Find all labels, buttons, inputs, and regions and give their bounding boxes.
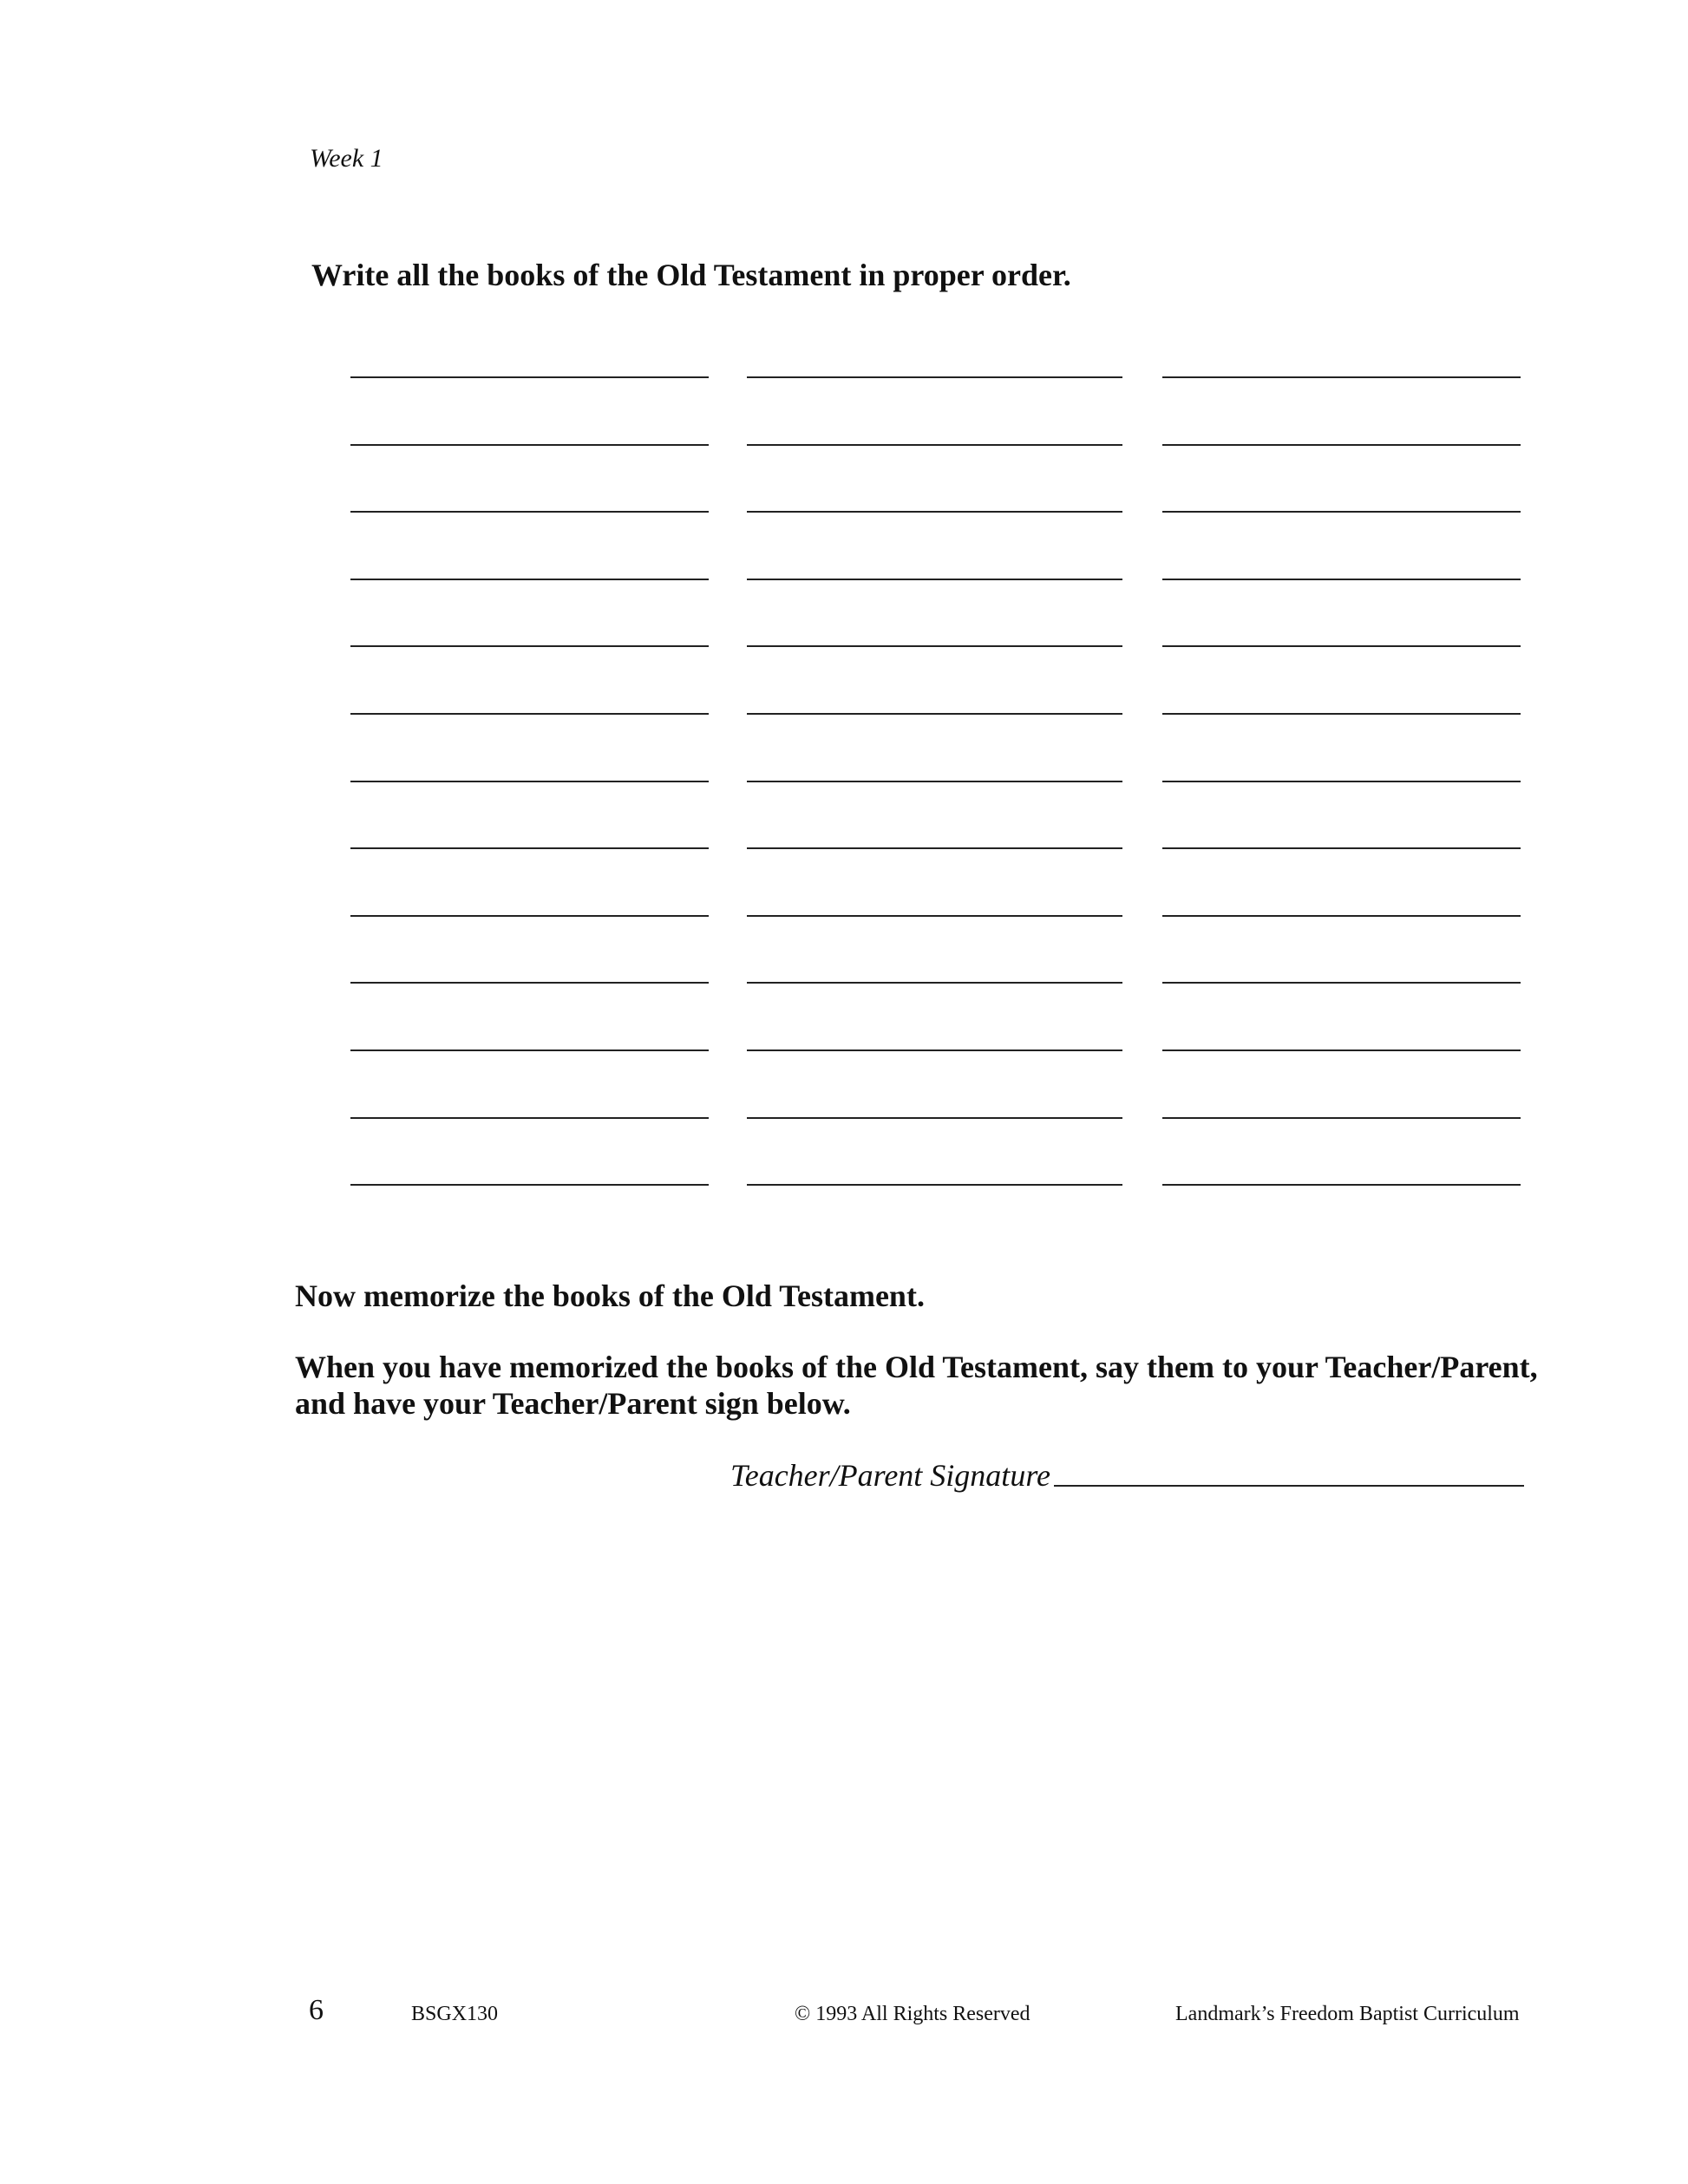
answer-blank-line[interactable]	[747, 1117, 1122, 1119]
answer-blank-line[interactable]	[350, 847, 709, 849]
answer-blank-line[interactable]	[1162, 376, 1521, 378]
answer-blank-line[interactable]	[747, 847, 1122, 849]
answer-blank-line[interactable]	[1162, 1049, 1521, 1051]
answer-blank-line[interactable]	[1162, 713, 1521, 715]
answer-blank-line[interactable]	[747, 645, 1122, 647]
signature-label: Teacher/Parent Signature	[730, 1458, 1050, 1493]
answer-blank-line[interactable]	[350, 579, 709, 580]
answer-blank-line[interactable]	[747, 1184, 1122, 1186]
answer-blank-line[interactable]	[350, 781, 709, 782]
answer-blank-line[interactable]	[1162, 781, 1521, 782]
answer-blank-line[interactable]	[1162, 847, 1521, 849]
answer-blank-line[interactable]	[350, 511, 709, 513]
answer-blank-line[interactable]	[747, 511, 1122, 513]
answer-blank-line[interactable]	[747, 444, 1122, 446]
answer-blank-line[interactable]	[1162, 1117, 1521, 1119]
answer-blank-line[interactable]	[1162, 915, 1521, 917]
course-code: BSGX130	[411, 2003, 499, 2025]
recite-instruction-line: When you have memorized the books of the Old Testament, say them to your Teacher/Parent,	[295, 1350, 1538, 1384]
recite-instruction-line: and have your Teacher/Parent sign below.	[295, 1386, 851, 1421]
answer-blank-line[interactable]	[350, 645, 709, 647]
answer-blank-line[interactable]	[350, 376, 709, 378]
answer-blank-line[interactable]	[747, 376, 1122, 378]
copyright-notice: © 1993 All Rights Reserved	[795, 2003, 1030, 2025]
answer-blank-line[interactable]	[1162, 511, 1521, 513]
answer-blank-line[interactable]	[1162, 579, 1521, 580]
answer-blank-line[interactable]	[747, 713, 1122, 715]
memorize-instruction: Now memorize the books of the Old Testament.	[295, 1278, 925, 1313]
answer-blank-line[interactable]	[1162, 645, 1521, 647]
signature-row	[730, 1457, 1524, 1494]
answer-blank-line[interactable]	[1162, 1184, 1521, 1186]
page-number: 6	[309, 1994, 324, 2026]
answer-blank-line[interactable]	[350, 713, 709, 715]
answer-blank-line[interactable]	[350, 982, 709, 984]
answer-blank-line[interactable]	[747, 982, 1122, 984]
publisher-name: Landmark’s Freedom Baptist Curriculum	[1175, 2003, 1520, 2025]
week-label: Week 1	[310, 144, 383, 173]
answer-blank-line[interactable]	[1162, 982, 1521, 984]
answer-blank-line[interactable]	[747, 915, 1122, 917]
answer-blank-line[interactable]	[350, 915, 709, 917]
answer-blank-line[interactable]	[350, 1117, 709, 1119]
recite-instruction	[295, 1349, 1596, 1422]
answer-blank-line[interactable]	[350, 1049, 709, 1051]
answer-blank-line[interactable]	[350, 444, 709, 446]
instruction-heading: Write all the books of the Old Testament in proper order.	[311, 258, 1071, 292]
answer-blank-line[interactable]	[747, 1049, 1122, 1051]
answer-blank-line[interactable]	[747, 579, 1122, 580]
signature-line[interactable]	[1054, 1485, 1524, 1487]
answer-blank-line[interactable]	[1162, 444, 1521, 446]
answer-blank-line[interactable]	[747, 781, 1122, 782]
answer-blank-line[interactable]	[350, 1184, 709, 1186]
